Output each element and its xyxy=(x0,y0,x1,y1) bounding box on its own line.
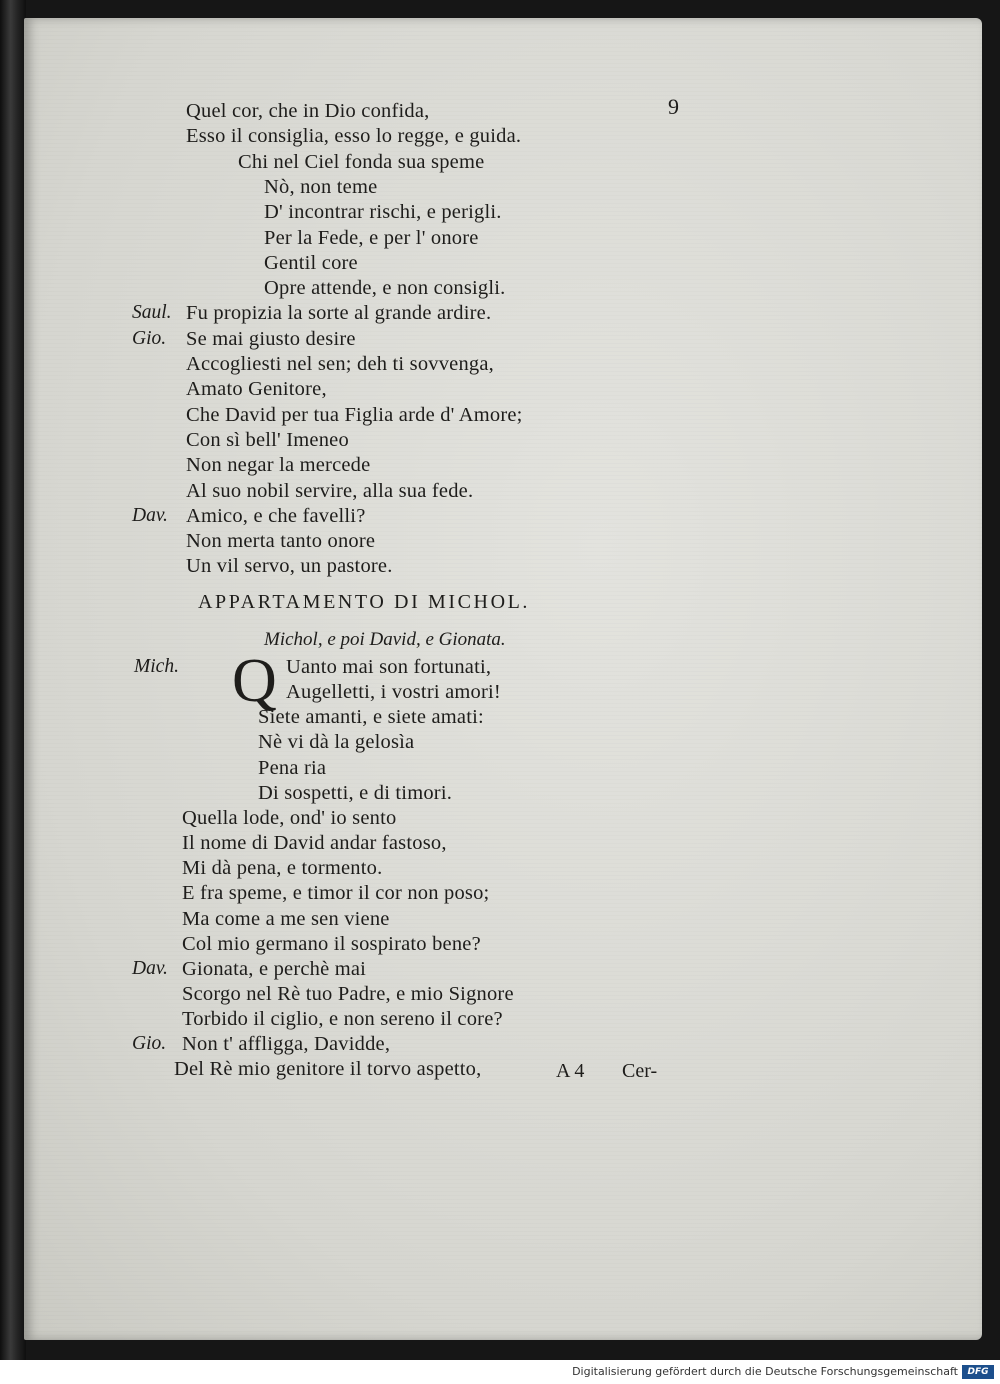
verse-text-line: Chi nel Ciel fonda sua speme xyxy=(238,150,485,173)
scene-verse-text-line: Scorgo nel Rè tuo Padre, e mio Signore xyxy=(182,982,514,1005)
drop-cap: Q xyxy=(232,647,277,715)
scene-verse-text-line: Di sospetti, e di timori. xyxy=(258,781,453,804)
verse-text-line: Opre attende, e non consigli. xyxy=(264,277,506,300)
scene-verse-text-line: Uanto mai son fortunati, xyxy=(286,656,492,678)
scene-verse-text-line: Nè vi dà la gelosìa xyxy=(258,731,415,754)
scene-verse-text-line: Gionata, e perchè mai xyxy=(182,957,367,980)
verse-text-line: Gentil core xyxy=(264,251,358,274)
verse-speaker: Dav. xyxy=(132,504,168,526)
signature-mark: A 4 xyxy=(556,1060,585,1082)
scene-verse-text-line: Torbido il ciglio, e non sereno il core? xyxy=(182,1008,503,1031)
verse-speaker: Saul. xyxy=(132,302,172,324)
verse-text-line: Al suo nobil servire, alla sua fede. xyxy=(186,479,474,502)
verse-text-line: Esso il consiglia, esso lo regge, e guida. xyxy=(186,125,522,148)
verse-text-line: Che David per tua Figlia arde d' Amore; xyxy=(186,403,523,426)
scene-verse-text-line: Quella lode, ond' io sento xyxy=(182,806,397,829)
page-number: 9 xyxy=(668,94,679,119)
scene-heading: APPARTAMENTO DI MICHOL. xyxy=(198,591,531,613)
stage-direction: Michol, e poi David, e Gionata. xyxy=(264,629,506,650)
verse-text-line: Quel cor, che in Dio confida, xyxy=(186,100,430,122)
verse-text-line: Nò, non teme xyxy=(264,175,378,198)
scene-verse-text-line: Augelletti, i vostri amori! xyxy=(286,681,501,704)
scene-verse-text-line: Mi dà pena, e tormento. xyxy=(182,857,383,880)
verse-text-line: Se mai giusto desire xyxy=(186,327,356,350)
scene-verse-speaker: Dav. xyxy=(132,957,168,979)
scene-verse-text-line: Il nome di David andar fastoso, xyxy=(182,832,447,855)
verse-text-line: Fu propizia la sorte al grande ardire. xyxy=(186,302,492,325)
verse-text-line: Amico, e che favelli? xyxy=(186,504,366,527)
scene-verse-text-line: Del Rè mio genitore il torvo aspetto, xyxy=(174,1058,482,1081)
scene-verse-text-line: Col mio germano il sospirato bene? xyxy=(182,932,481,955)
scene-verse-text-line: Siete amanti, e siete amati: xyxy=(258,706,484,729)
book-spine xyxy=(0,0,26,1360)
verse-text-line: Con sì bell' Imeneo xyxy=(186,428,349,451)
verse-text-line: Per la Fede, e per l' onore xyxy=(264,226,479,249)
footer-credit: Digitalisierung gefördert durch die Deutsche Forschungsgemeinschaft xyxy=(572,1365,958,1378)
scene-speaker: Mich. xyxy=(134,656,179,677)
scene-verse-text-line: Pena ria xyxy=(258,756,327,779)
digitization-footer xyxy=(0,1360,1000,1384)
verse-text-line: Amato Genitore, xyxy=(186,378,327,401)
verse-text-line: D' incontrar rischi, e perigli. xyxy=(264,201,502,224)
book-page xyxy=(24,18,982,1340)
verse-speaker: Gio. xyxy=(132,327,167,349)
catchword: Cer- xyxy=(622,1060,658,1082)
dfg-logo-icon: DFG xyxy=(962,1365,994,1379)
scene-verse-speaker: Gio. xyxy=(132,1033,167,1055)
verse-text-line: Non negar la mercede xyxy=(186,454,371,477)
verse-text-line: Non merta tanto onore xyxy=(186,530,376,553)
scene-verse-text-line: E fra speme, e timor il cor non poso; xyxy=(182,882,490,905)
verse-text-line: Accogliesti nel sen; deh ti sovvenga, xyxy=(186,353,494,375)
scene-verse-text-line: Non t' affligga, Davidde, xyxy=(182,1033,391,1056)
verse-text-line: Un vil servo, un pastore. xyxy=(186,555,393,578)
scene-verse-text-line: Ma come a me sen viene xyxy=(182,907,390,930)
